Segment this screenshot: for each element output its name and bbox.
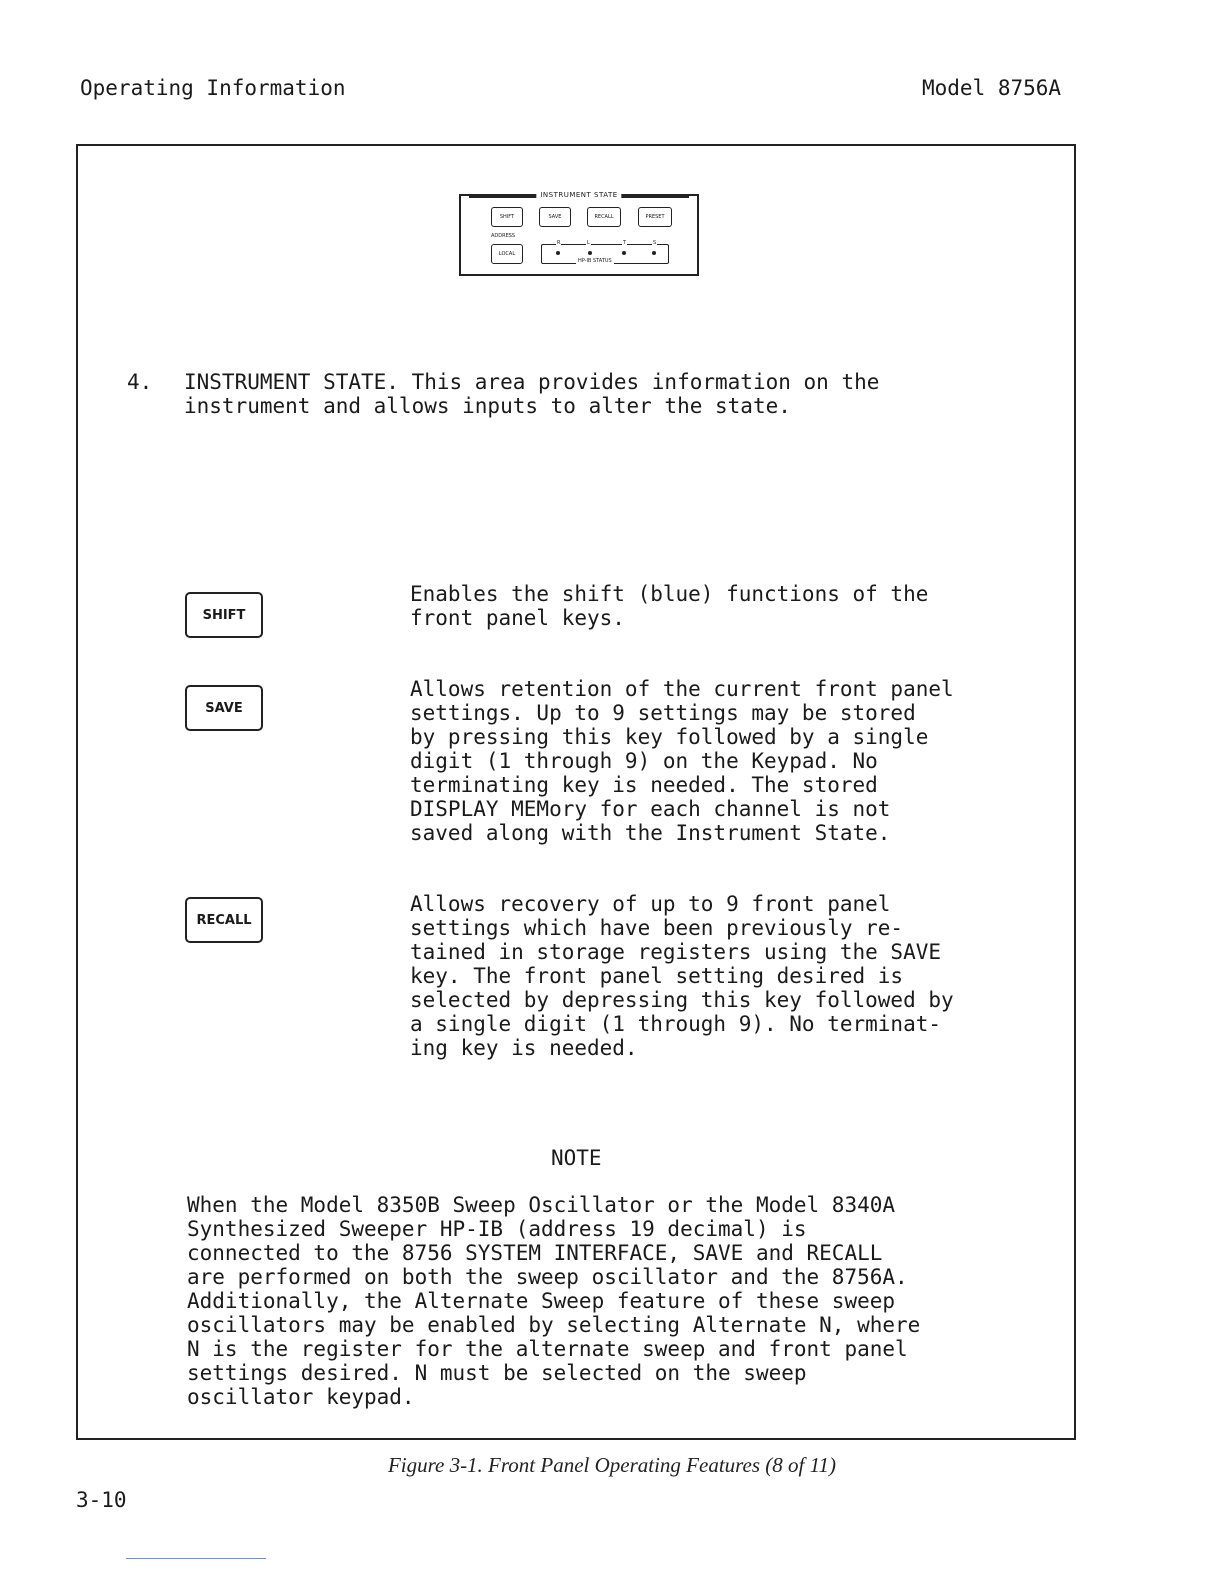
- mini-preset-key: PRESET: [638, 207, 672, 227]
- item-text: INSTRUMENT STATE. This area provides information on the instrument and allows inputs to alter the state.: [184, 370, 880, 418]
- shift-description: Enables the shift (blue) functions of the front panel keys.: [410, 582, 929, 630]
- status-led-l: [588, 251, 592, 255]
- hpib-status-indicators: [541, 240, 669, 264]
- note-body: When the Model 8350B Sweep Oscillator or the Model 8340A Synthesized Sweeper HP-IB (address 19 decimal) is connected to the 8756 SYSTEM INTERFACE, SAVE and RECALL are performed on both the sweep oscillator and the 8756A. Additionally, the Alternate Sweep feature of these sweep oscillators may be enabled by selecting Alternate N, where N is the register for the alternate sweep and front panel settings desired. N must be selected on the sweep oscillator keypad.: [187, 1193, 921, 1409]
- save-key-illustration: SAVE: [185, 685, 263, 731]
- mini-save-key: SAVE: [539, 207, 571, 227]
- running-header-right: Model 8756A: [922, 76, 1062, 100]
- instrument-state-panel-illustration: [459, 191, 699, 276]
- running-header-left: Operating Information: [80, 76, 346, 100]
- footer-rule: [126, 1558, 266, 1559]
- note-title: NOTE: [551, 1146, 602, 1170]
- status-led-t: [622, 251, 626, 255]
- page-number: 3-10: [76, 1488, 127, 1512]
- status-led-s: [652, 251, 656, 255]
- mini-shift-key: SHIFT: [491, 207, 523, 227]
- status-label: HP-IB STATUS: [578, 258, 612, 264]
- address-label: ADDRESS: [491, 233, 516, 239]
- status-s-label: S: [653, 240, 657, 246]
- status-l-label: L: [587, 240, 590, 246]
- mini-local-key: LOCAL: [491, 244, 523, 264]
- mini-recall-key: RECALL: [587, 207, 621, 227]
- panel-title: INSTRUMENT STATE: [536, 191, 621, 199]
- save-description: Allows retention of the current front panel settings. Up to 9 settings may be stored by pressing this key followed by a single digit (1 through 9) on the Keypad. No terminating key is needed. The stored DISPLAY MEMory for each channel is not saved along with the Instrument State.: [410, 677, 954, 845]
- status-r-label: R: [557, 240, 561, 246]
- status-t-label: T: [623, 240, 627, 246]
- item-number: 4.: [127, 370, 153, 394]
- shift-key-illustration: SHIFT: [185, 592, 263, 638]
- figure-caption: Figure 3-1. Front Panel Operating Features (8 of 11): [387, 1453, 837, 1477]
- recall-description: Allows recovery of up to 9 front panel settings which have been previously re- tained in storage registers using the SAVE key. The front panel setting desired is selected by depressing this key followed by a single digit (1 through 9). No terminat- ing key is needed.: [410, 892, 954, 1060]
- status-led-r: [556, 251, 560, 255]
- recall-key-illustration: RECALL: [185, 897, 263, 943]
